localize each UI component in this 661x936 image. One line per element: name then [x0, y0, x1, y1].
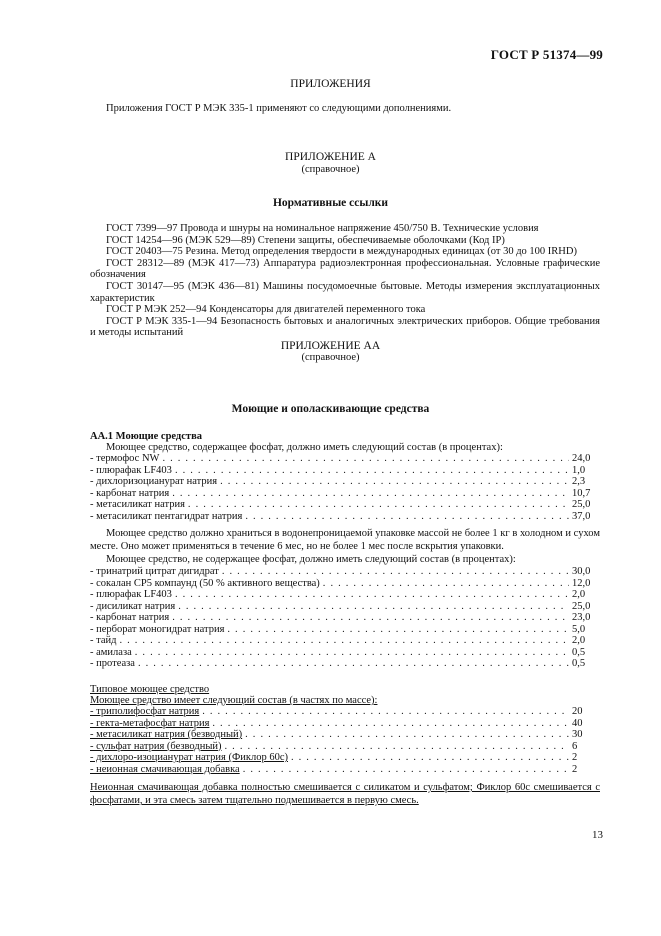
appendices-intro: Приложения ГОСТ Р МЭК 335-1 применяют со следующими дополнениями.	[106, 103, 452, 114]
item-value: 2,0	[572, 635, 586, 646]
appendices-title: ПРИЛОЖЕНИЯ	[290, 78, 371, 90]
item-label: - неионная смачивающая добавка	[90, 763, 240, 775]
storage-paragraph: Моющее средство должно храниться в водонепроницаемой упаковке массой не более 1 кг в холодном и сухом месте. Оно может применяться в течение 6 мес, но не более 1 мес после вскрытия упаковки.	[90, 528, 600, 552]
leader-dots	[138, 658, 569, 670]
item-label: - термофос NW	[90, 453, 160, 464]
reference-item: ГОСТ 30147—95 (МЭК 436—81) Машины посудомоечные бытовые. Методы измерения эксплуатационных характеристик	[90, 280, 600, 304]
leader-dots	[172, 488, 569, 500]
item-label: - сокалан CP5 компаунд (50 % активного вещества)	[90, 577, 320, 589]
reference-item: ГОСТ 28312—89 (МЭК 417—73) Аппаратура радиоэлектронная профессиональная. Условные графические обозначения	[90, 257, 600, 281]
leader-dots	[243, 764, 569, 776]
item-value: 6	[572, 740, 578, 752]
leader-dots	[202, 706, 569, 718]
item-label: - гекта-метафосфат натрия	[90, 717, 210, 729]
phosphate-free-composition-list	[90, 566, 602, 670]
item-value: 0,5	[572, 646, 586, 658]
item-value: 40	[572, 717, 583, 729]
list-item	[90, 624, 602, 636]
leader-dots	[175, 589, 569, 601]
item-label: - тайд	[90, 635, 117, 646]
list-item	[90, 488, 602, 500]
list-item	[90, 465, 602, 477]
reference-item: ГОСТ 7399—97 Провода и шнуры на номинальное напряжение 450/750 В. Технические условия	[106, 223, 539, 234]
phosphate-free-intro: Моющее средство, не содержащее фосфат, должно иметь следующий состав (в процентах):	[106, 554, 516, 565]
list-item	[90, 764, 602, 776]
section-aa1-title: АА.1 Моющие средства	[90, 431, 202, 442]
list-item	[90, 635, 602, 647]
reference-item: ГОСТ Р МЭК 252—94 Конденсаторы для двигателей переменного тока	[106, 304, 426, 316]
normative-references	[90, 223, 600, 339]
leader-dots	[291, 752, 569, 764]
list-item	[90, 647, 602, 659]
item-label: - тринатрий цитрат дигидрат	[90, 566, 219, 577]
leader-dots	[119, 635, 569, 647]
list-item	[90, 511, 602, 523]
item-value: 1,0	[572, 464, 586, 476]
item-value: 30,0	[572, 566, 591, 577]
item-label: - метасиликат пентагидрат натрия	[90, 510, 243, 522]
list-item	[90, 612, 602, 624]
item-label: - амилаза	[90, 646, 132, 658]
item-value: 20	[572, 706, 583, 717]
appendix-a-heading: Нормативные ссылки	[272, 197, 389, 209]
list-item	[90, 566, 602, 578]
leader-dots	[220, 476, 569, 488]
list-item	[90, 741, 602, 753]
list-item	[90, 578, 602, 590]
list-item	[90, 476, 602, 488]
item-label: - протеаза	[90, 658, 135, 669]
list-item	[90, 589, 602, 601]
document-id: ГОСТ Р 51374—99	[490, 47, 603, 62]
list-item	[90, 729, 602, 741]
list-item	[90, 499, 602, 511]
item-value: 24,0	[572, 453, 591, 464]
item-value: 2,3	[572, 476, 586, 487]
typical-detergent-intro: Моющее средство имеет следующий состав (в частях по массе):	[90, 695, 378, 706]
item-value: 2	[572, 763, 578, 775]
item-label: - дихлоро-изоцианурат натрия (Фиклор 60с)	[90, 752, 288, 763]
list-item	[90, 718, 602, 730]
reference-item: ГОСТ Р МЭК 335-1—94 Безопасность бытовых и аналогичных электрических приборов. Общие требования и методы испытаний	[90, 315, 600, 339]
leader-dots	[323, 578, 569, 590]
list-item	[90, 752, 602, 764]
list-item	[90, 453, 602, 465]
item-value: 25,0	[572, 600, 591, 612]
phosphate-composition-list	[90, 453, 602, 522]
item-label: - плюрафак LF403	[90, 589, 172, 600]
item-label: - перборат моногидрат натрия	[90, 623, 225, 635]
item-label: - метасиликат натрия	[90, 499, 185, 510]
item-value: 23,0	[572, 612, 591, 623]
leader-dots	[212, 718, 569, 730]
leader-dots	[172, 612, 569, 624]
mixing-paragraph: Неионная смачивающая добавка полностью смешивается с силикатом и сульфатом; Фиклор 60с смешивается с фосфатами, и эта смесь затем тщательно подмешивается в первую смесь.	[90, 782, 600, 806]
item-value: 2	[572, 752, 578, 763]
item-value: 30	[572, 729, 583, 740]
item-label: - триполифосфат натрия	[90, 706, 200, 717]
item-label: - дихлоризоцианурат натрия	[90, 476, 218, 487]
reference-item: ГОСТ 14254—96 (МЭК 529—89) Степени защиты, обеспечиваемые оболочками (Код IP)	[106, 234, 505, 246]
item-value: 10,7	[572, 487, 591, 499]
item-label: - плюрафак LF403	[90, 464, 172, 476]
item-label: - метасиликат натрия (безводный)	[90, 729, 243, 740]
item-label: - дисиликат натрия	[90, 600, 176, 612]
reference-item: ГОСТ 20403—75 Резина. Метод определения твердости в международных единицах (от 30 до 100 IRHD)	[106, 246, 577, 258]
item-label: - карбонат натрия	[90, 487, 170, 499]
appendix-aa-note: (справочное)	[301, 352, 360, 363]
list-item	[90, 658, 602, 670]
leader-dots	[175, 465, 569, 477]
list-item	[90, 706, 602, 718]
leader-dots	[162, 453, 569, 465]
leader-dots	[178, 601, 569, 613]
typical-composition-list	[90, 706, 602, 775]
item-value: 12,0	[572, 577, 591, 589]
leader-dots	[222, 566, 569, 578]
leader-dots	[188, 499, 569, 511]
list-item	[90, 601, 602, 613]
item-label: - сульфат натрия (безводный)	[90, 740, 222, 752]
item-value: 37,0	[572, 510, 591, 522]
page-number: 13	[592, 829, 603, 841]
appendix-aa-title: ПРИЛОЖЕНИЕ АА	[280, 340, 381, 352]
item-value: 2,0	[572, 589, 586, 600]
item-value: 5,0	[572, 623, 586, 635]
leader-dots	[135, 647, 569, 659]
leader-dots	[225, 741, 569, 753]
leader-dots	[245, 729, 569, 741]
item-value: 0,5	[572, 658, 586, 669]
leader-dots	[227, 624, 569, 636]
appendix-aa-heading: Моющие и ополаскивающие средства	[231, 403, 430, 415]
item-value: 25,0	[572, 499, 591, 510]
item-label: - карбонат натрия	[90, 612, 170, 623]
leader-dots	[245, 511, 569, 523]
appendix-a-note: (справочное)	[301, 164, 360, 175]
appendix-a-title: ПРИЛОЖЕНИЕ А	[285, 151, 376, 163]
typical-detergent-title: Типовое моющее средство	[90, 684, 210, 695]
phosphate-intro: Моющее средство, содержащее фосфат, должно иметь следующий состав (в процентах):	[106, 442, 503, 453]
